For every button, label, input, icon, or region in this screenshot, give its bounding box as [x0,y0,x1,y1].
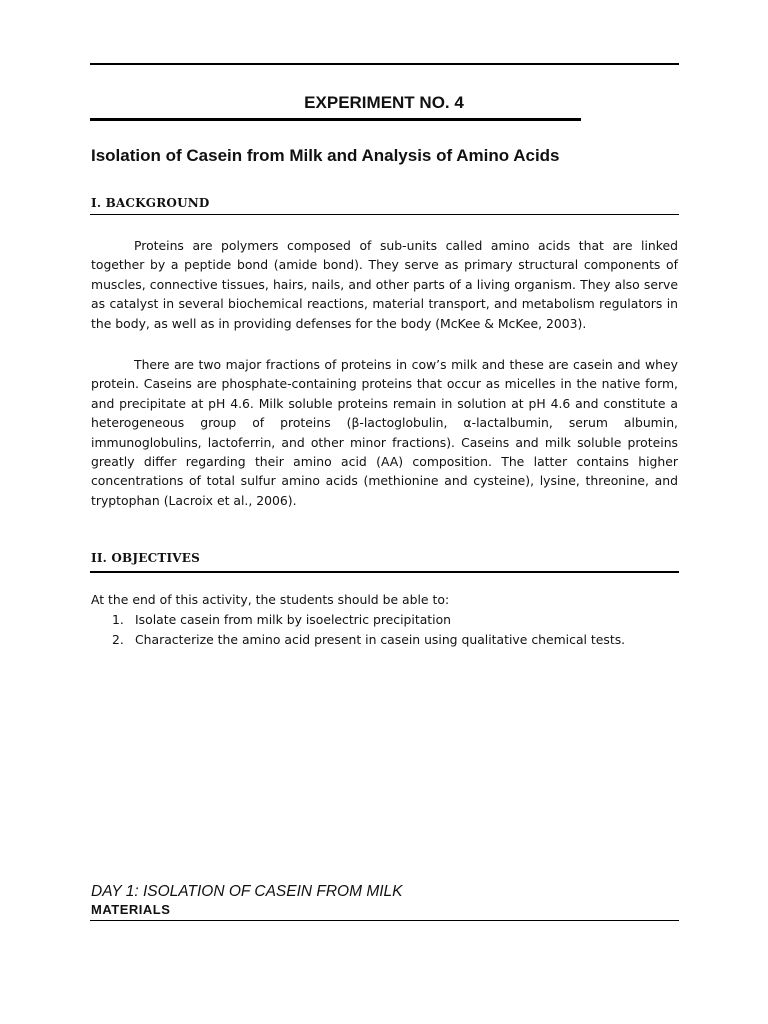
objectives-intro: At the end of this activity, the students should be able to: [91,592,450,607]
item-number: 1. [112,612,124,627]
list-item [112,630,625,650]
objectives-heading: II. OBJECTIVES [91,551,201,565]
item-text: Characterize the amino acid present in casein using qualitative chemical tests. [135,632,626,647]
paragraph-text: There are two major fractions of proteins in cow’s milk and these are casein and whey protein. Caseins are phosphate-containing proteins that occur as micelles in the native form, and precipitate at pH 4.6. Milk soluble proteins remain in solution at pH 4.6 and constitute a heterogeneous group of proteins (β-lactoglobulin, α-lactalbumin, serum albumin, immunoglobulins, lactoferrin, and other minor fractions). Caseins and milk soluble proteins greatly differ regarding their amino acid (AA) composition. The latter contains higher concentrations of total sulfur amino acids (methionine and cysteine), lysine, threonine, and tryptophan (Lacroix et al., 2006). [91,357,678,508]
background-paragraph-1 [91,236,678,333]
document-title: Isolation of Casein from Milk and Analysis of Amino Acids [91,146,560,165]
background-paragraph-2 [91,355,678,510]
background-rule [90,214,679,215]
objectives-rule [90,571,679,573]
experiment-heading: EXPERIMENT NO. 4 [304,93,464,112]
materials-rule [90,920,679,921]
paragraph-text: Proteins are polymers composed of sub-units called amino acids that are linked together by a peptide bond (amide bond). They serve as primary structural components of muscles, connective tissues, hairs, nails, and other parts of a living organism. They also serve as catalyst in several biochemical reactions, material transport, and metabolism regulators in the body, as well as in providing defenses for the body (McKee & McKee, 2003). [91,238,678,331]
list-item [112,610,625,630]
day1-heading: DAY 1: ISOLATION OF CASEIN FROM MILK [91,883,403,900]
top-rule [90,63,679,65]
materials-heading: MATERIALS [91,902,171,917]
item-text: Isolate casein from milk by isoelectric precipitation [135,612,452,627]
background-heading: I. BACKGROUND [91,196,210,210]
objectives-list [112,610,625,650]
experiment-underline [90,118,581,121]
item-number: 2. [112,632,124,647]
